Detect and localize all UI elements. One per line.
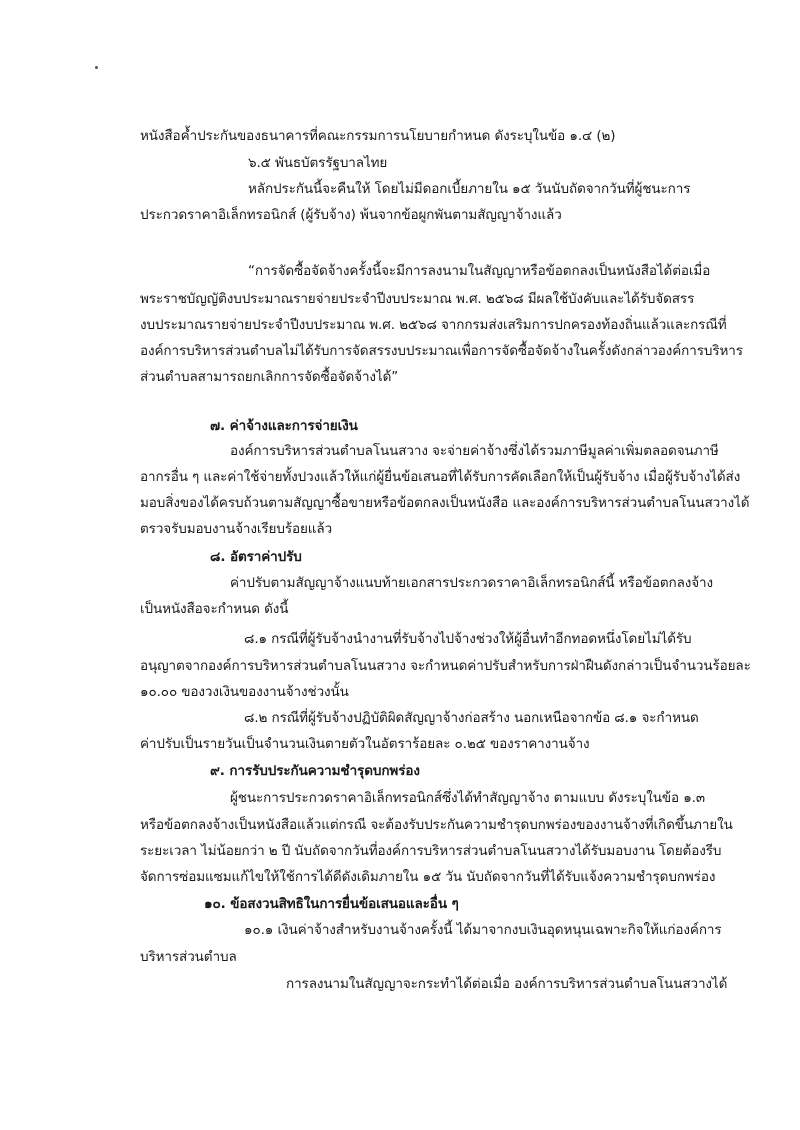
text-line: ค่าปรับตามสัญญาจ้างแนบท้ายเอกสารประกวดราคาอิเล็กทรอนิกส์นี้ หรือข้อตกลงจ้าง — [230, 575, 714, 591]
section-heading: ๗. ค่าจ้างและการจ่ายเงิน — [210, 418, 358, 434]
text-line: ๘.๑ กรณีที่ผู้รับจ้างนำงานที่รับจ้างไปจ้างช่วงให้ผู้อื่นทำอีกทอดหนึ่งโดยไม่ได้รับ — [244, 631, 692, 647]
text-line: ระยะเวลา ไม่น้อยกว่า ๒ ปี นับถัดจากวันที่องค์การบริหารส่วนตำบลโนนสวางได้รับมอบงาน โดยต้องรีบ — [140, 843, 722, 859]
text-line: องค์การบริหารส่วนตำบลไม่ได้รับการจัดสรรงบประมาณเพื่อการจัดซื้อจัดจ้างในครั้งดังกล่าวองค์การบริหาร — [140, 343, 743, 359]
text-line: องค์การบริหารส่วนตำบลโนนสวาง จะจ่ายค่าจ้างซึ่งได้รวมภาษีมูลค่าเพิ่มตลอดจนภาษี — [230, 443, 719, 459]
text-line: ผู้ชนะการประกวดราคาอิเล็กทรอนิกส์ซึ่งได้ทำสัญญาจ้าง ตามแบบ ดังระบุในข้อ ๑.๓ — [230, 790, 705, 806]
text-line: บริหารส่วนตำบล — [140, 949, 237, 965]
text-line: พระราชบัญญัติงบประมาณรายจ่ายประจำปีงบประมาณ พ.ศ. ๒๕๖๘ มีผลใช้บังคับและได้รับจัดสรร — [140, 291, 695, 307]
text-line: มอบสิ่งของได้ครบถ้วนตามสัญญาซื้อขายหรือข้อตกลงเป็นหนังสือ และองค์การบริหารส่วนตำบลโนนสวางได้ — [140, 495, 750, 511]
text-line: ค่าปรับเป็นรายวันเป็นจำนวนเงินตายตัวในอัตราร้อยละ ๐.๒๕ ของราคางานจ้าง — [140, 736, 590, 752]
text-line: การลงนามในสัญญาจะกระทำได้ต่อเมื่อ องค์การบริหารส่วนตำบลโนนสวางได้ — [286, 976, 728, 992]
text-line: ๑๐.๑ เงินค่าจ้างสำหรับงานจ้างครั้งนี้ ได้มาจากงบเงินอุดหนุนเฉพาะกิจให้แก่องค์การ — [244, 922, 722, 938]
text-line: “การจัดซื้อจัดจ้างครั้งนี้จะมีการลงนามในสัญญาหรือข้อตกลงเป็นหนังสือได้ต่อเมื่อ — [248, 263, 711, 279]
text-line: อากรอื่น ๆ และค่าใช้จ่ายทั้งปวงแล้วให้แก่ผู้ยื่นข้อเสนอที่ได้รับการคัดเลือกให้เป็นผู้รับจ้าง เมื่อผู้รับจ้างได้ส่ง — [140, 469, 741, 485]
section-heading: ๘. อัตราค่าปรับ — [210, 549, 302, 565]
text-line: งบประมาณรายจ่ายประจำปีงบประมาณ พ.ศ. ๒๕๖๘ จากกรมส่งเสริมการปกครองท้องถิ่นแล้วและกรณีที่ — [140, 317, 727, 333]
text-line: จัดการซ่อมแซมแก้ไขให้ใช้การได้ดีดังเดิมภายใน ๑๕ วัน นับถัดจากวันที่ได้รับแจ้งความชำรุดบกพร่อง — [140, 869, 716, 885]
section-heading: ๙. การรับประกันความชำรุดบกพร่อง — [210, 763, 420, 779]
text-line: ส่วนตำบลสามารถยกเลิกการจัดซื้อจัดจ้างได้” — [140, 369, 399, 385]
text-line: หรือข้อตกลงจ้างเป็นหนังสือแล้วแต่กรณี จะต้องรับประกันความชำรุดบกพร่องของงานจ้างที่เกิดขึ้นภายใน — [140, 817, 733, 833]
scan-dot — [95, 66, 98, 69]
text-line: เป็นหนังสือจะกำหนด ดังนี้ — [140, 601, 289, 617]
text-line: หนังสือค้ำประกันของธนาคารที่คณะกรรมการนโยบายกำหนด ดังระบุในข้อ ๑.๔ (๒) — [140, 128, 616, 144]
section-heading: ๑๐. ข้อสงวนสิทธิในการยื่นข้อเสนอและอื่น ๆ — [204, 896, 459, 912]
text-line: อนุญาตจากองค์การบริหารส่วนตำบลโนนสวาง จะกำหนดค่าปรับสำหรับการฝ่าฝืนดังกล่าวเป็นจำนวนร้อยละ — [140, 658, 751, 674]
text-line: ๘.๒ กรณีที่ผู้รับจ้างปฏิบัติผิดสัญญาจ้างก่อสร้าง นอกเหนือจากข้อ ๘.๑ จะกำหนด — [244, 710, 699, 726]
text-line: หลักประกันนี้จะคืนให้ โดยไม่มีดอกเบี้ยภายใน ๑๕ วันนับถัดจากวันที่ผู้ชนะการ — [248, 181, 691, 197]
text-line: ประกวดราคาอิเล็กทรอนิกส์ (ผู้รับจ้าง) พ้นจากข้อผูกพันตามสัญญาจ้างแล้ว — [140, 207, 562, 223]
text-line: ตรวจรับมอบงานจ้างเรียบร้อยแล้ว — [140, 521, 333, 537]
text-line: ๑๐.๐๐ ของวงเงินของงานจ้างช่วงนั้น — [140, 684, 349, 700]
text-line: ๖.๕ พันธบัตรรัฐบาลไทย — [248, 155, 388, 171]
